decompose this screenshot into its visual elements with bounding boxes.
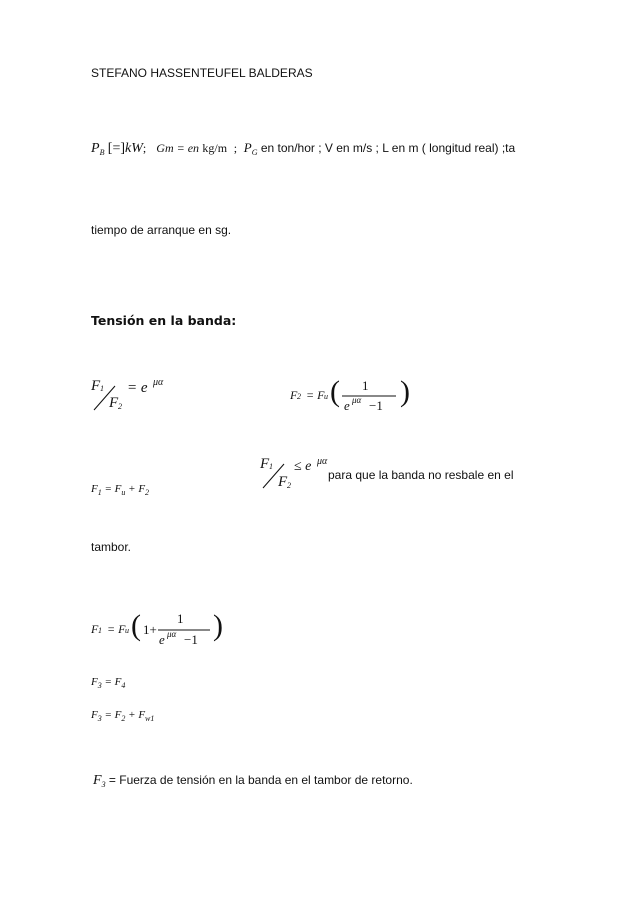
eq3-c: + F [128,483,146,495]
eq7-a: F [91,709,98,721]
units-line: $P_B$ [=]kW; Gm = en kg/m ; $P_G$ en ton/hor ; V en m/s ; L en m ( longitud real) ;ta [91,140,516,157]
eq5-den: e [159,632,165,647]
eq5-den-sup: μα [167,629,177,639]
eq2-lhs: F [290,388,298,402]
def-symbol: F [93,773,102,788]
eq2-den-tail: −1 [369,398,383,413]
section-title: Tensión en la banda: [91,313,237,328]
eq1-rhs: = e [127,380,148,396]
eq-f3-sum [91,709,154,723]
eq5-one: 1+ [143,622,157,637]
pb-unit: kW [125,141,143,156]
eq4-note-continuation: tambor. [91,540,132,554]
eq7-a-sub: 3 [97,714,102,723]
eq3-b-sub: u [121,488,126,497]
eq1-den: F [109,395,119,411]
eq6-b: = F [104,676,122,688]
eq1-rhs-sup: μα [153,377,164,388]
eq4-rhs-sup: μα [317,456,328,467]
units-continuation: tiempo de arranque en sg. [91,223,232,237]
gm-expr: Gm = en [156,141,200,155]
eq4-den: F [278,474,288,490]
def-text: = Fuerza de tensión en la banda en el tambor de retorno. [108,773,413,787]
eq5-num: 1 [177,611,184,626]
sep-1: ; [142,141,147,155]
def-sub: 3 [101,780,106,789]
eq1-num-sub: 1 [100,384,104,393]
eq5-den-tail: −1 [184,632,198,647]
eq5-lhs: F [91,622,99,636]
eq4-rhs: ≤ e [294,459,312,474]
units-rest: en ton/hor ; V en m/s ; L en m ( longitud real) ;ta [260,141,516,155]
eq7-b: = F [104,709,122,721]
eq4-den-sub: 2 [287,481,291,490]
eq5-eq-sub: u [125,626,129,635]
eq1-den-sub: 2 [118,402,122,411]
eq-ratio-condition [260,456,580,496]
eq2-den: e [344,398,350,413]
eq2-eq: = F [306,388,325,402]
eq4-num-sub: 1 [269,462,273,471]
pg-symbol: P [243,140,252,155]
eq2-num: 1 [362,378,369,393]
pb-sub: B [99,148,105,157]
eq6-a: F [91,676,98,688]
eq-ratio-1 [91,378,211,418]
eq5-eq: = F [107,622,126,636]
eq2-lhs-sub: 2 [297,392,301,401]
eq5-lhs-sub: 1 [98,626,102,635]
sep-2: ; [233,141,238,155]
eq3-a: F [91,483,98,495]
author-header: STEFANO HASSENTEUFEL BALDERAS [91,66,313,80]
eq-f1-sum [91,483,149,497]
eq3-c-sub: 2 [145,488,150,497]
eq-f1-expanded: F 1 = F u ( 1+ 1 e μα −1 ) [91,609,223,647]
eq4-note: para que la banda no resbale en el [328,468,514,482]
eq7-c: + F [128,709,146,721]
eq6-b-sub: 4 [121,681,126,690]
eq3-a-sub: 1 [97,488,102,497]
eq2-eq-sub: u [324,392,328,401]
eq1-num: F [91,378,101,394]
pb-symbol: P [91,141,100,156]
eq4-num: F [260,456,270,472]
pg-sub: G [251,148,258,157]
eq3-b: = F [104,483,122,495]
eq2-bar [342,395,398,397]
eq6-a-sub: 3 [97,681,102,690]
eq7-b-sub: 2 [121,714,126,723]
eq2-den-sup: μα [352,395,362,405]
f3-definition [93,773,413,789]
eq7-c-sub: w1 [145,714,155,723]
gm-unit: kg/m [202,141,228,155]
eq-f3-f4 [91,676,125,690]
eq-f2: F 2 = F u ( 1 e μα −1 ) [290,375,410,413]
